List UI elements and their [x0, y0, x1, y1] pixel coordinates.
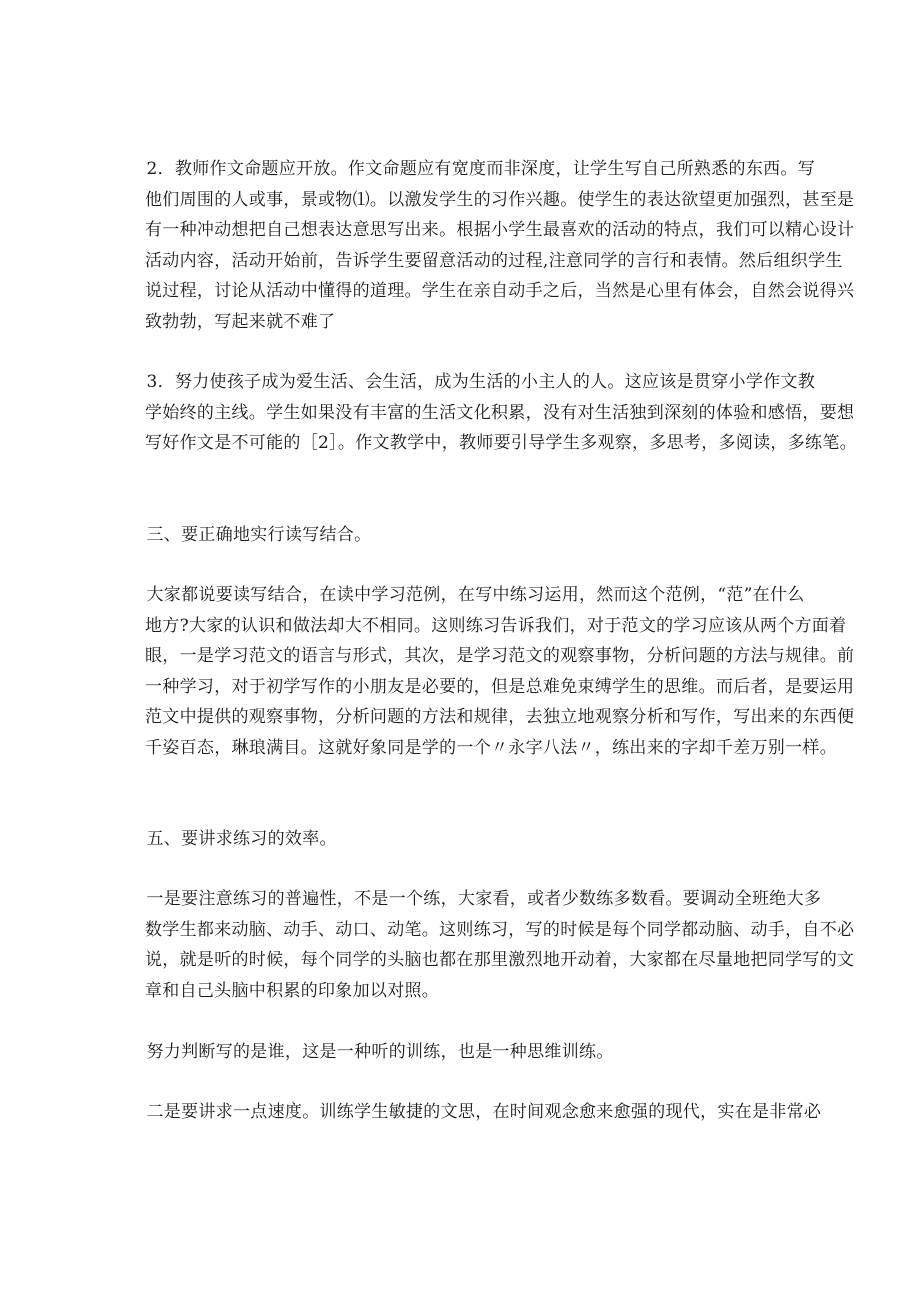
paragraph-judge-who [145, 1037, 829, 1068]
text-line: 眼，一是学习范文的语言与形式，其次，是学习范文的观察事物，分析问题的方法与规律。前 [145, 646, 855, 666]
text-line: 写好作文是不可能的［2］。作文教学中，教师要引导学生多观察，多思考，多阅读，多练笔。 [145, 433, 857, 453]
text-line: 范文中提供的观察事物，分析问题的方法和规律，去独立地观察分析和写作，写出来的东西便 [145, 707, 855, 727]
text-line: 3．努力使孩子成为爱生活、会生活，成为生活的小主人的人。这应该是贯穿小学作文教 [146, 372, 816, 392]
text-line: 大家都说要读写结合，在读中学习范例，在写中练习运用，然而这个范例，“范”在什么 [146, 585, 805, 605]
text-line: 学始终的主线。学生如果没有丰富的生活文化积累，没有对生活独到深刻的体验和感悟，要想 [145, 402, 855, 423]
text-line: 有一种冲动想把自己想表达意思写出来。根据小学生最喜欢的活动的特点，我们可以精心设计 [145, 220, 855, 240]
text-line: 地方?大家的认识和做法却大不相同。这则练习告诉我们，对于范文的学习应该从两个方面着 [145, 615, 847, 636]
text-line: 三、要正确地实行读写结合。 [146, 525, 372, 545]
text-line: 说过程，讨论从活动中懂得的道理。学生在亲自动手之后，当然是心里有体会，自然会说得兴 [145, 281, 855, 301]
text-line: 一种学习，对于初学写作的小朋友是必要的，但是总难免束缚学生的思维。而后者，是要运用 [145, 676, 855, 697]
paragraph-teacher-topic-open [145, 154, 855, 337]
text-line: 二是要讲求一点速度。训练学生敏捷的文思，在时间观念愈来愈强的现代，实在是非常必 [146, 1102, 822, 1122]
paragraph-universality [145, 884, 855, 1006]
text-line: 五、要讲求练习的效率。 [146, 829, 337, 849]
paragraph-love-life [145, 367, 857, 459]
text-line: 活动内容，活动开始前，告诉学生要留意活动的过程,注意同学的言行和表情。然后组织学生 [145, 250, 843, 271]
paragraph-reading-writing [145, 580, 855, 763]
text-line: 一是要注意练习的普遍性，不是一个练，大家看，或者少数练多数看。要调动全班绝大多 [146, 889, 822, 909]
text-line: 千姿百态，琳琅满目。这就好象同是学的一个〃永字八法〃，练出来的字却千差万别一样。 [145, 737, 837, 758]
text-line: 努力判断写的是谁，这是一种听的训练，也是一种思维训练。 [146, 1042, 614, 1062]
section-heading-reading-writing [145, 520, 829, 551]
text-line: 他们周围的人或事，景或物⑴。以激发学生的习作兴趣。使学生的表达欲望更加强烈，甚至是 [145, 189, 855, 210]
text-line: 2．教师作文命题应开放。作文命题应有宽度而非深度，让学生写自己所熟悉的东西。写 [146, 159, 816, 179]
section-heading-efficiency [145, 824, 829, 855]
text-line: 数学生都来动脑、动手、动口、动笔。这则练习，写的时候是每个同学都动脑、动手，自不必 [145, 919, 855, 940]
text-line: 致勃勃，写起来就不难了 [145, 311, 336, 332]
text-line: 说，就是听的时候，每个同学的头脑也都在那里激烈地开动着，大家都在尽量地把同学写的文 [145, 950, 855, 970]
paragraph-speed [145, 1097, 829, 1128]
text-line: 章和自己头脑中积累的印象加以对照。 [145, 980, 440, 1001]
